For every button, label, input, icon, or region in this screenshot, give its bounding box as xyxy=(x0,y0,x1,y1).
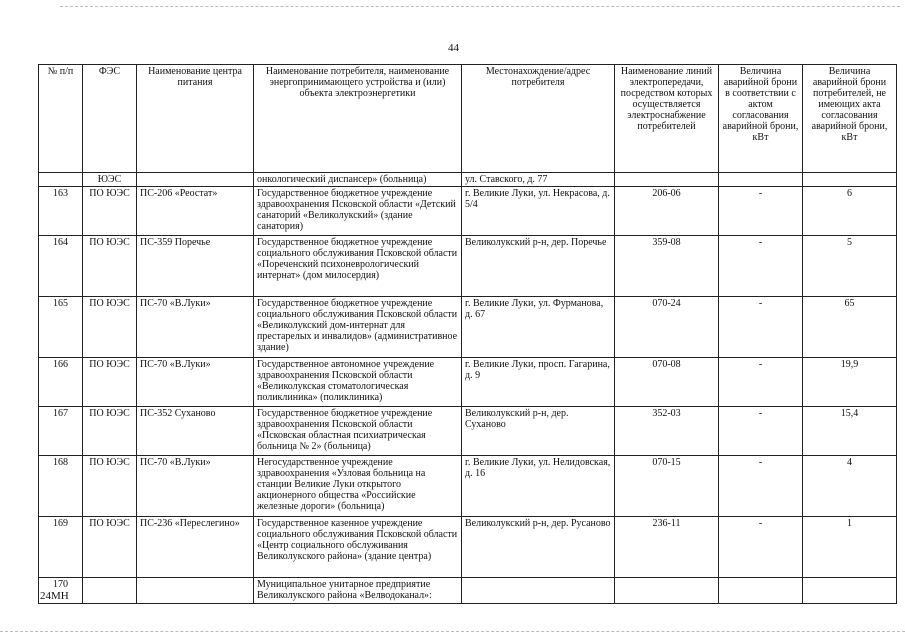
cell-reserve-act: - xyxy=(719,358,803,407)
cell-reserve-no-act xyxy=(803,578,897,604)
table-row xyxy=(39,173,897,187)
scan-top-edge xyxy=(60,6,900,7)
cell-reserve-no-act: 4 xyxy=(803,456,897,517)
cell-reserve-no-act: 6 xyxy=(803,187,897,236)
table-row xyxy=(39,517,897,578)
cell-center xyxy=(137,578,254,604)
cell-num: 166 xyxy=(39,358,83,407)
cell-consumer: Государственное бюджетное учреждение социального обслуживания Псковской области «Пореченский психоневрологический интернат» (дом милосердия) xyxy=(254,236,462,297)
cell-address: ул. Ставского, д. 77 xyxy=(462,173,615,187)
cell-reserve-act: - xyxy=(719,517,803,578)
cell-address: Великолукский р-н, дер. Русаново xyxy=(462,517,615,578)
cell-fes: ПО ЮЭС xyxy=(83,456,137,517)
header-reserve-no-act: Величина аварийной брони потребителей, не имеющих акта согласования аварийной брони, кВт xyxy=(803,65,897,173)
cell-consumer: Государственное казенное учреждение социального обслуживания Псковской области «Центр социального обслуживания Великолукского района» (здание центра) xyxy=(254,517,462,578)
cell-address: Великолукский р-н, дер. Суханово xyxy=(462,407,615,456)
cell-address xyxy=(462,578,615,604)
cell-fes: ПО ЮЭС xyxy=(83,358,137,407)
cell-reserve-act xyxy=(719,578,803,604)
cell-lines: 206-06 xyxy=(615,187,719,236)
cell-center: ПС-352 Суханово xyxy=(137,407,254,456)
cell-lines: 352-03 xyxy=(615,407,719,456)
table-row xyxy=(39,236,897,297)
cell-center xyxy=(137,173,254,187)
cell-center: ПС-236 «Переслегино» xyxy=(137,517,254,578)
header-center: Наименование центра питания xyxy=(137,65,254,173)
table-row xyxy=(39,407,897,456)
cell-lines xyxy=(615,578,719,604)
cell-num: 164 xyxy=(39,236,83,297)
cell-reserve-act: - xyxy=(719,297,803,358)
cell-reserve-act xyxy=(719,173,803,187)
header-lines: Наименование линий электропередачи, посредством которых осуществляется электроснабжение потребителей xyxy=(615,65,719,173)
cell-fes: ПО ЮЭС xyxy=(83,297,137,358)
table-row xyxy=(39,358,897,407)
cell-reserve-act: - xyxy=(719,407,803,456)
header-num: № п/п xyxy=(39,65,83,173)
cell-fes: ПО ЮЭС xyxy=(83,187,137,236)
cell-consumer: Государственное бюджетное учреждение социального обслуживания Псковской области «Великолукский дом-интернат для престарелых и инвалидов» (административное здание) xyxy=(254,297,462,358)
cell-consumer: Муниципальное унитарное предприятие Великолукского района «Велводоканал»: xyxy=(254,578,462,604)
cell-reserve-no-act: 65 xyxy=(803,297,897,358)
document-code: 24МН xyxy=(40,590,69,602)
table-row xyxy=(39,456,897,517)
cell-reserve-act: - xyxy=(719,187,803,236)
cell-center: ПС-70 «В.Луки» xyxy=(137,456,254,517)
cell-reserve-act: - xyxy=(719,456,803,517)
page-number: 44 xyxy=(448,42,459,54)
cell-consumer: Государственное автономное учреждение здравоохранения Псковской области «Великолукская стоматологическая поликлиника» (поликлиника) xyxy=(254,358,462,407)
cell-lines: 070-08 xyxy=(615,358,719,407)
cell-num: 169 xyxy=(39,517,83,578)
cell-address: г. Великие Луки, просп. Гагарина, д. 9 xyxy=(462,358,615,407)
cell-fes: ПО ЮЭС xyxy=(83,407,137,456)
cell-consumer: Государственное бюджетное учреждение здравоохранения Псковской области «Детский санаторий «Великолукский» (здание санатория) xyxy=(254,187,462,236)
cell-reserve-no-act: 15,4 xyxy=(803,407,897,456)
table-row xyxy=(39,187,897,236)
cell-address: г. Великие Луки, ул. Нелидовская, д. 16 xyxy=(462,456,615,517)
cell-reserve-no-act: 5 xyxy=(803,236,897,297)
cell-num: 167 xyxy=(39,407,83,456)
cell-num: 168 xyxy=(39,456,83,517)
cell-fes: ЮЭС xyxy=(83,173,137,187)
header-consumer: Наименование потребителя, наименование энергопринимающего устройства и (или) объекта электроэнергетики xyxy=(254,65,462,173)
cell-num: 170 xyxy=(39,578,83,604)
cell-address: Великолукский р-н, дер. Поречье xyxy=(462,236,615,297)
cell-reserve-act: - xyxy=(719,236,803,297)
header-reserve-act: Величина аварийной брони в соответствии с актом согласования аварийной брони, кВт xyxy=(719,65,803,173)
emergency-reserve-table xyxy=(38,64,897,604)
cell-reserve-no-act: 1 xyxy=(803,517,897,578)
cell-fes: ПО ЮЭС xyxy=(83,517,137,578)
table-row xyxy=(39,578,897,604)
cell-consumer: Негосударственное учреждение здравоохранения «Узловая больница на станции Великие Луки открытого акционерного общества «Российские железные дороги» (больница) xyxy=(254,456,462,517)
cell-num: 165 xyxy=(39,297,83,358)
cell-fes xyxy=(83,578,137,604)
cell-reserve-no-act: 19,9 xyxy=(803,358,897,407)
cell-address: г. Великие Луки, ул. Некрасова, д. 5/4 xyxy=(462,187,615,236)
cell-lines: 070-24 xyxy=(615,297,719,358)
header-address: Местонахождение/адрес потребителя xyxy=(462,65,615,173)
cell-address: г. Великие Луки, ул. Фурманова, д. 67 xyxy=(462,297,615,358)
cell-reserve-no-act xyxy=(803,173,897,187)
cell-consumer: Государственное бюджетное учреждение здравоохранения Псковской области «Псковская областная психиатрическая больница № 2» (больница) xyxy=(254,407,462,456)
cell-fes: ПО ЮЭС xyxy=(83,236,137,297)
table-header-row xyxy=(39,65,897,173)
cell-center: ПС-206 «Реостат» xyxy=(137,187,254,236)
cell-center: ПС-70 «В.Луки» xyxy=(137,358,254,407)
cell-num xyxy=(39,173,83,187)
cell-center: ПС-70 «В.Луки» xyxy=(137,297,254,358)
cell-lines xyxy=(615,173,719,187)
cell-lines: 359-08 xyxy=(615,236,719,297)
cell-consumer: онкологический диспансер» (больница) xyxy=(254,173,462,187)
cell-center: ПС-359 Поречье xyxy=(137,236,254,297)
scan-bottom-edge xyxy=(0,631,905,632)
cell-lines: 236-11 xyxy=(615,517,719,578)
table-row xyxy=(39,297,897,358)
header-fes: ФЭС xyxy=(83,65,137,173)
cell-lines: 070-15 xyxy=(615,456,719,517)
cell-num: 163 xyxy=(39,187,83,236)
